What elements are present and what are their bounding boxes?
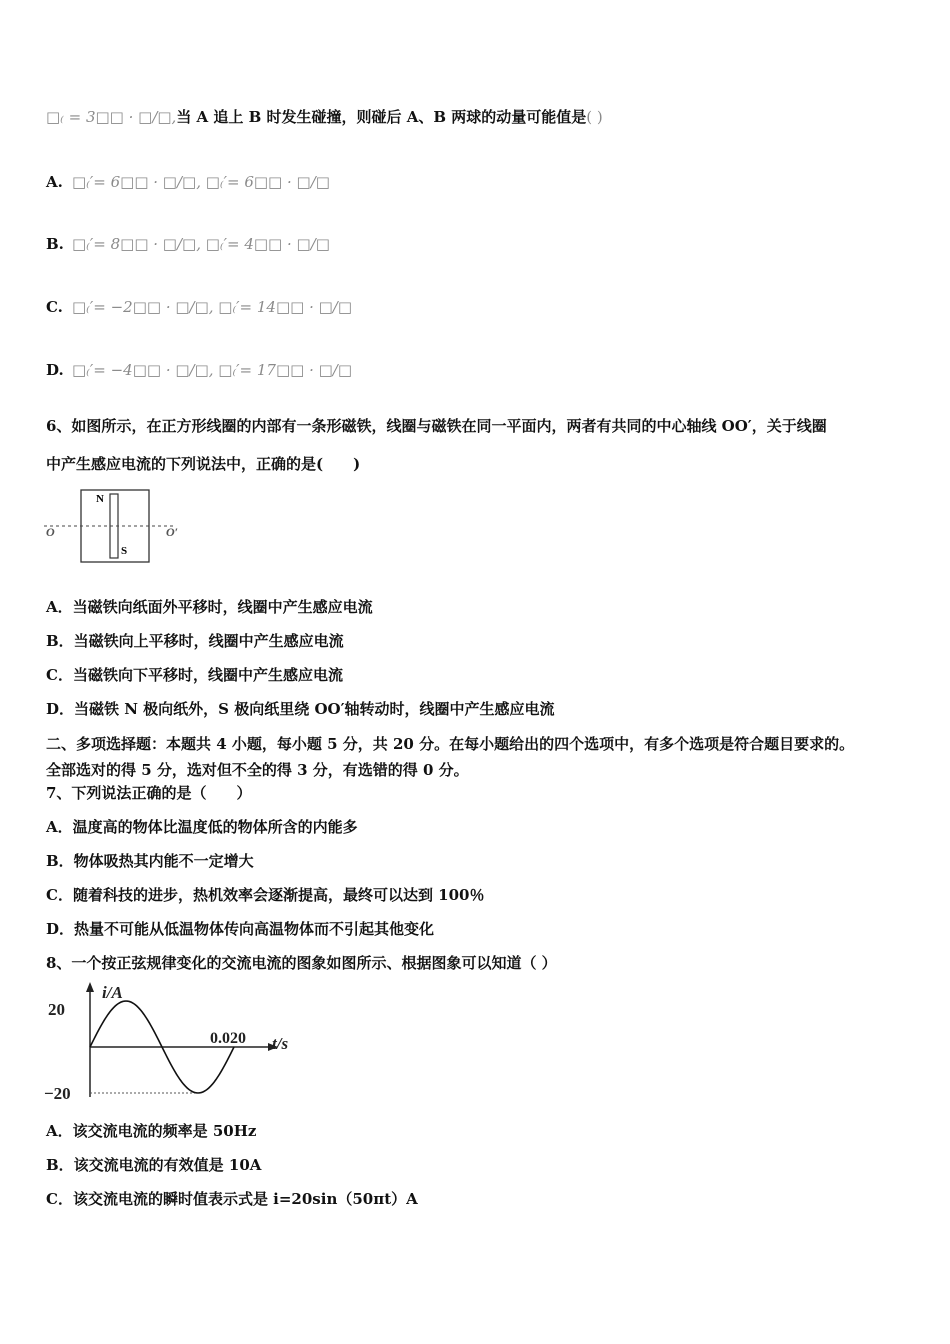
- y-tick-label-20: 20: [48, 1000, 65, 1019]
- q8-current-chart: [44, 980, 294, 1104]
- y-tick-label-neg20: −20: [44, 1084, 71, 1103]
- option-formula: □₍′= 6□□ · □/□, □₍′= 6□□ · □/□: [72, 173, 330, 191]
- option-formula: □₍′= 8□□ · □/□, □₍′= 4□□ · □/□: [72, 235, 330, 253]
- square-coil: [81, 490, 149, 562]
- x-tick-label: 0.020: [210, 1030, 246, 1047]
- option-formula: □₍′= −2□□ · □/□, □₍′= 14□□ · □/□: [72, 298, 353, 316]
- q5-option-b: [46, 235, 330, 253]
- option-letter: C.: [46, 298, 63, 316]
- q7-option-d: D．热量不可能从低温物体传向高温物体而不引起其他变化: [46, 920, 435, 938]
- q8-stem: 8、一个按正弦规律变化的交流电流的图象如图所示、根据图象可以知道（ ）: [46, 954, 557, 972]
- q6-stem-line1: 6、如图所示，在正方形线圈的内部有一条形磁铁，线圈与磁铁在同一平面内，两者有共同的中心轴线 OO′，关于线圈: [46, 417, 827, 435]
- section2-heading-line1: 二、多项选择题：本题共 4 小题，每小题 5 分，共 20 分。在每小题给出的四个选项中，有多个选项是符合题目要求的。: [46, 735, 855, 753]
- option-formula: □₍′= −4□□ · □/□, □₍′= 17□□ · □/□: [72, 361, 353, 379]
- q7-option-b: B．物体吸热其内能不一定增大: [46, 852, 254, 870]
- q8-option-b: B．该交流电流的有效值是 10A: [46, 1156, 262, 1174]
- q7-option-c: C．随着科技的进步，热机效率会逐渐提高，最终可以达到 100％: [46, 886, 485, 904]
- q6-coil-magnet-figure: [44, 484, 194, 568]
- axis-o-prime-label: O′: [166, 525, 179, 539]
- q5-stem: 当 A 追上 B 时发生碰撞，则碰后 A、B 两球的动量可能值是: [176, 108, 587, 126]
- section2-heading-line2: 全部选对的得 5 分，选对但不全的得 3 分，有选错的得 0 分。: [46, 761, 469, 779]
- y-axis-label: i/A: [102, 983, 123, 1002]
- option-letter: B.: [46, 235, 64, 253]
- q6-stem-line2: 中产生感应电流的下列说法中，正确的是( ): [46, 455, 361, 473]
- q6-option-b: B．当磁铁向上平移时，线圈中产生感应电流: [46, 632, 344, 650]
- q8-option-a: A．该交流电流的频率是 50Hz: [46, 1122, 257, 1140]
- q5-option-c: [46, 298, 352, 316]
- axis-o-label: O: [46, 525, 55, 539]
- option-letter: A.: [46, 173, 63, 191]
- q5-lead-formula: □₍ = 3□□ · □/□,: [46, 108, 177, 126]
- q7-stem: 7、下列说法正确的是（ ）: [46, 784, 252, 802]
- q5-option-a: [46, 173, 330, 191]
- q8-option-c: C．该交流电流的瞬时值表示式是 i=20sin（50πt）A: [46, 1190, 418, 1208]
- magnet-n-label: N: [96, 493, 104, 505]
- q6-option-a: A．当磁铁向纸面外平移时，线圈中产生感应电流: [46, 598, 373, 616]
- q5-option-d: [46, 361, 352, 379]
- x-axis-label: t/s: [272, 1034, 289, 1053]
- q7-option-a: A．温度高的物体比温度低的物体所含的内能多: [46, 818, 358, 836]
- q6-option-c: C．当磁铁向下平移时，线圈中产生感应电流: [46, 666, 343, 684]
- q5-stem-line: [46, 106, 603, 127]
- q6-option-d: D．当磁铁 N 极向纸外，S 极向纸里绕 OO′轴转动时，线圈中产生感应电流: [46, 700, 555, 718]
- magnet-s-label: S: [121, 545, 128, 557]
- q5-answer-paren: ( ): [586, 108, 603, 126]
- y-axis-arrow: [86, 982, 94, 992]
- option-letter: D.: [46, 361, 64, 379]
